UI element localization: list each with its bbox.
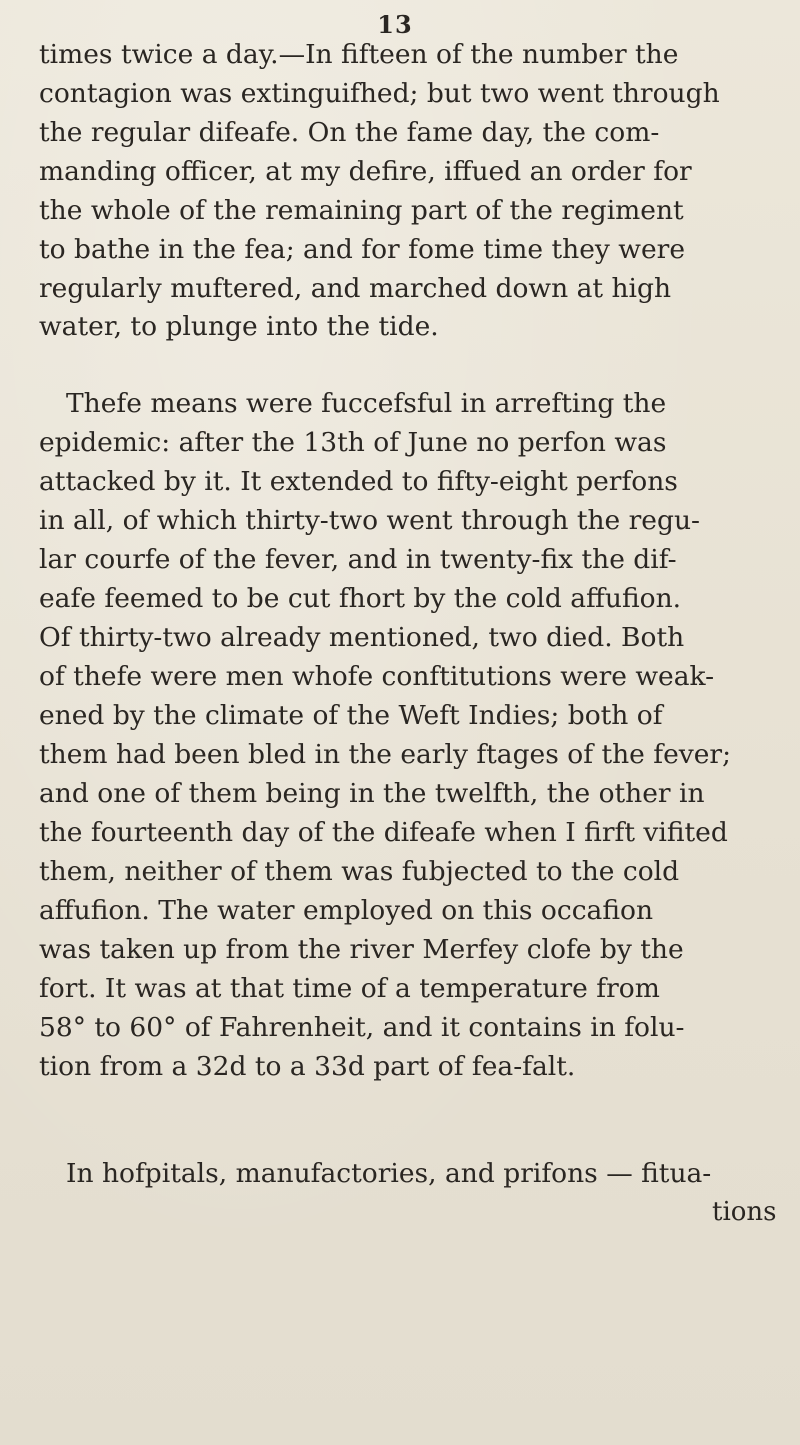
text-line: affufion. The water employed on this occafion [39,895,654,926]
text-line: the regular difeafe. On the fame day, the com- [39,117,660,148]
text-line: tion from a 32d to a 33d part of fea-falt. [39,1051,576,1082]
text-line: Thefe means were fuccefsful in arrefting the [66,388,667,419]
text-line: contagion was extinguifhed; but two went through [39,78,720,109]
text-line: In hofpitals, manufactories, and prifons — fitua- [66,1158,712,1189]
text-line: water, to plunge into the tide. [39,311,439,342]
text-line: 58° to 60° of Fahrenheit, and it contains in folu- [39,1012,685,1043]
text-line: attacked by it. It extended to fifty-eight perfons [39,466,678,497]
text-line: of thefe were men whofe conftitutions were weak- [39,661,715,692]
text-line: manding officer, at my defire, iffued an order for [39,156,692,187]
text-line: eafe feemed to be cut fhort by the cold affufion. [39,583,682,614]
text-line: in all, of which thirty-two went through the regu- [39,505,700,536]
text-line: to bathe in the fea; and for fome time they were [39,234,686,265]
text-line: times twice a day.—In fifteen of the number the [39,39,679,70]
text-line: fort. It was at that time of a temperature from [39,973,660,1004]
catchword: tions [712,1197,777,1227]
text-line: lar courfe of the fever, and in twenty-fix the dif- [39,544,677,575]
text-line: and one of them being in the twelfth, the other in [39,778,705,809]
text-line: epidemic: after the 13th of June no perfon was [39,427,667,458]
text-line: the whole of the remaining part of the regiment [39,195,684,226]
text-line: Of thirty-two already mentioned, two died. Both [39,622,685,653]
text-line: ened by the climate of the Weft Indies; both of [39,700,663,731]
text-line: them had been bled in the early ftages of the fever; [39,739,732,770]
text-line: regularly muftered, and marched down at high [39,273,672,304]
text-line: the fourteenth day of the difeafe when I firft vifited [39,817,728,848]
text-line: was taken up from the river Merfey clofe by the [39,934,684,965]
text-line: them, neither of them was fubjected to the cold [39,856,680,887]
page-number: 13 [377,10,413,39]
